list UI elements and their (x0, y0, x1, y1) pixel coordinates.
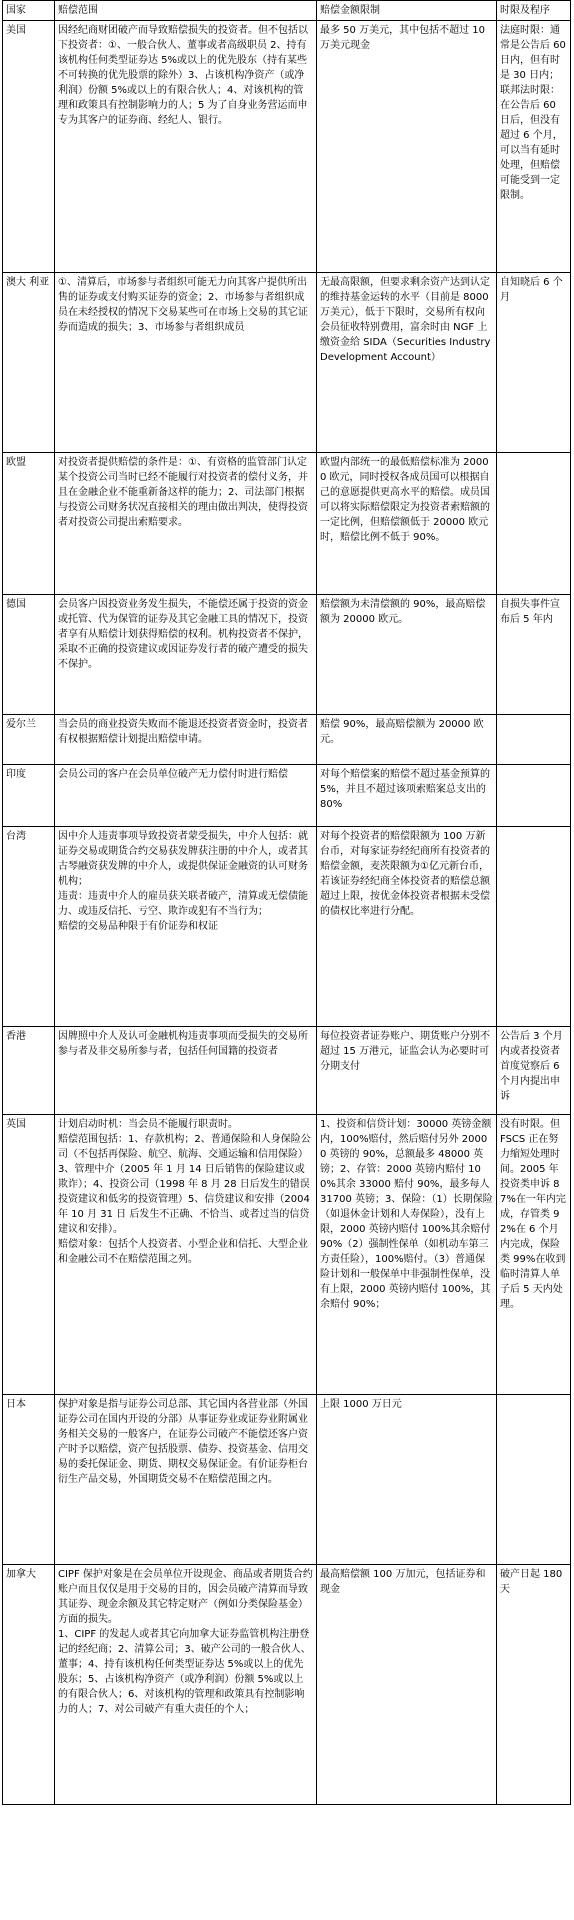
time-cell (497, 453, 571, 595)
scope-cell: 会员客户因投资业务发生损失，不能偿还属于投资的资金或托管、代为保管的证券及其它金融工具的情况下，投资者享有从赔偿计划获得赔偿的权利。机构投资者不保护，采取不正确的投资建议或因证券发行者的破产遭受的损失不保护。 (55, 595, 317, 715)
country-cell: 德国 (3, 595, 55, 715)
limit-cell: 欧盟内部统一的最低赔偿标准为 20000 欧元，同时授权各成员国可以根据自己的意愿提供更高水平的赔偿。成员国可以将实际赔偿限定为投资者索赔额的一定比例，但赔偿额低于 20000 欧元时，赔偿比例不低于 90%。 (317, 453, 497, 595)
scope-cell: 因牌照中介人及认可金融机构违责事项而受损失的交易所参与者及非交易所参与者，包括任何国籍的投资者 (55, 1027, 317, 1115)
scope-cell: 因经纪商财团破产而导致赔偿损失的投资者。但不包括以下投资者：①、一般合伙人、董事或者高级职员 2、持有该机构任何类型证券达 5%或以上的优先股东（持有某些不可转换的优先股票的除外）3、占该机构净资产（或净利润）份额 5%或以上的有限合伙人；4、对该机构的管理和政策具有控制影响力的人；5 为了自身业务营运而申专为其客户的证券商、经纪人、银行。 (55, 21, 317, 273)
scope-cell: 保护对象是指与证券公司总部、其它国内各营业部（外国证券公司在国内开设的分部）从事证券业或证券业附属业务相关交易的一般客户，在证券公司破产不能偿还客户资产时予以赔偿，资产包括股票、债券、投资基金、信用交易的委托保证金、期货、期权交易保证金。有价证券柜台衍生产品交易，外国期货交易不在赔偿范围之内。 (55, 1395, 317, 1565)
country-cell: 加拿大 (3, 1565, 55, 1805)
limit-cell: 最多 50 万美元，其中包括不超过 10 万美元现金 (317, 21, 497, 273)
scope-cell: 当会员的商业投资失败而不能退还投资者资金时，投资者有权根据赔偿计划提出赔偿申请。 (55, 715, 317, 765)
limit-cell: 无最高限额，但要求剩余资产达到认定的维持基金运转的水平（目前是 8000 万美元），低于下限时，交易所有权向会员征收特别费用，富余时由 NGF 上缴资金给 SIDA（Securities Industry Development Account） (317, 273, 497, 453)
table-row (3, 1565, 571, 1805)
time-cell (497, 1395, 571, 1565)
table-row (3, 765, 571, 827)
country-cell: 美国 (3, 21, 55, 273)
scope-cell: CIPF 保护对象是在会员单位开设现金、商品或者期货合约账户而且仅仅是用于交易的目的，因会员破产清算而导致其证券、现金余额及其它特定财产（例如分类保险基金）方面的损失。 1、CIPF 的发起人或者其它向加拿大证券监管机构注册登记的经纪商；2、清算公司；3、破产公司的一般合伙人、董事；4、持有该机构任何类型证券达 5%或以上的优先股东；5、占该机构净资产（或净利润）份额 5%或以上的有限合伙人；6、对该机构的管理和政策具有控制影响力的人；7、对公司破产有重大责任的个人； (55, 1565, 317, 1805)
country-cell: 香港 (3, 1027, 55, 1115)
table-row (3, 1115, 571, 1395)
investor-compensation-table (2, 0, 571, 1805)
country-cell: 欧盟 (3, 453, 55, 595)
header-time: 时限及程序 (497, 1, 571, 21)
compensation-table-container (2, 0, 570, 1805)
time-cell: 自损失事件宣布后 5 年内 (497, 595, 571, 715)
limit-cell: 1、投资和信贷计划：30000 英镑金额内，100%赔付，然后赔付另外 20000 英镑的 90%，总额最多 48000 英镑；2、存管：2000 英镑内赔付 100%其余 33000 赔付 90%，最多每人 31700 英镑；3、保险：（1）长期保险（如退休金计划和人寿保险），没有上限，2000 英镑内赔付 100%其余赔付 90%（2）强制性保单（如机动车第三方责任险），100%赔付。（3）普通保险计划和一般保单中非强制性保单，没有上限，2000 英镑内赔付 100%，其余赔付 90%； (317, 1115, 497, 1395)
limit-cell: 每位投资者证券账户、期货账户分别不超过 15 万港元，证监会认为必要时可分期支付 (317, 1027, 497, 1115)
table-row (3, 1395, 571, 1565)
country-cell: 澳大 利亚 (3, 273, 55, 453)
time-cell (497, 827, 571, 1027)
scope-cell: ①、清算后，市场参与者组织可能无力向其客户提供所出售的证券或支付购买证券的资金；2、市场参与者组织成员在未经授权的情况下交易某些可在市场上交易的其它证券而造成的损失；3、市场参与者组织成员 (55, 273, 317, 453)
limit-cell: 最高赔偿额 100 万加元，包括证券和现金 (317, 1565, 497, 1805)
limit-cell: 对每个赔偿案的赔偿不超过基金预算的 5%，并且不超过该项索赔案总支出的 80% (317, 765, 497, 827)
limit-cell: 对每个投资者的赔偿限额为 100 万新台币，对每家证券经纪商所有投资者的赔偿金额，麦茨限额为①亿元新台币，若该证券经纪商全体投资者的赔偿总额超过上限，按优金体投资者根据未受偿的债权比率进行分配。 (317, 827, 497, 1027)
time-cell: 没有时限。但 FSCS 正在努力缩短处理时间。2005 年投资类申诉 87%在一年内完成，存管类 92%在 6 个月内完成，保险类 99%在收到临时清算人单子后 5 天内处理。 (497, 1115, 571, 1395)
country-cell: 印度 (3, 765, 55, 827)
header-limit: 赔偿金额限制 (317, 1, 497, 21)
table-row (3, 595, 571, 715)
table-row (3, 715, 571, 765)
country-cell: 爱尔兰 (3, 715, 55, 765)
time-cell (497, 715, 571, 765)
country-cell: 日本 (3, 1395, 55, 1565)
country-cell: 台湾 (3, 827, 55, 1027)
table-row (3, 273, 571, 453)
scope-cell: 因中介人违责事项导致投资者蒙受损失，中介人包括：就证券交易或期货合约交易获发牌获注册的中介人，或者其古琴融资获发牌的中介人，或提供保证金融资的认可财务机构； 违责：违责中介人的雇员获关联者破产，清算或无偿债能力、或违反信托、亏空、欺诈或犯有不当行为； 赔偿的交易品种限于有价证券和权证 (55, 827, 317, 1027)
table-row (3, 21, 571, 273)
scope-cell: 对投资者提供赔偿的条件是：①、有资格的监管部门认定某个投资公司当时已经不能履行对投资者的偿付义务，并且在金融企业不能重新备这样的能力；2、司法部门根据与投资公司财务状况直接相关的理由做出判决，使得投资者对投资公司提出索赔要求。 (55, 453, 317, 595)
country-cell: 英国 (3, 1115, 55, 1395)
table-header-row (3, 1, 571, 21)
table-row (3, 453, 571, 595)
time-cell: 自知晓后 6 个月 (497, 273, 571, 453)
table-row (3, 1027, 571, 1115)
table-row (3, 827, 571, 1027)
limit-cell: 上限 1000 万日元 (317, 1395, 497, 1565)
time-cell (497, 765, 571, 827)
time-cell: 破产日起 180 天 (497, 1565, 571, 1805)
time-cell: 法庭时限：通常是公告后 60 日内，但有时是 30 日内； 联邦法时限：在公告后 60 日后，但没有超过 6 个月，可以当有延时处理，但赔偿可能受到一定限制。 (497, 21, 571, 273)
limit-cell: 赔偿额为未清偿额的 90%，最高赔偿额为 20000 欧元。 (317, 595, 497, 715)
header-country: 国家 (3, 1, 55, 21)
scope-cell: 计划启动时机：当会员不能履行职责时。 赔偿范围包括：1、存款机构；2、普通保险和人身保险公司（不包括再保险、航空、航海、交通运输和信用保险）3、管理中介（2005 年 1 月 14 日后销售的保险建议或欺诈）；4、投资公司（1998 年 8 月 28 日后发生的错误投资建议和低劣的投资管理）5、信贷建议和安排（2004 年 10 月 31 日 后发生不正确、不恰当、或者过当的信贷建议和安排）。 赔偿对象：包括个人投资者、小型企业和信托、大型企业和金融公司不在赔偿范围之列。 (55, 1115, 317, 1395)
limit-cell: 赔偿 90%，最高赔偿额为 20000 欧元。 (317, 715, 497, 765)
time-cell: 公告后 3 个月内或者投资者首度觉察后 6 个月内提出申诉 (497, 1027, 571, 1115)
header-scope: 赔偿范围 (55, 1, 317, 21)
scope-cell: 会员公司的客户在会员单位破产无力偿付时进行赔偿 (55, 765, 317, 827)
